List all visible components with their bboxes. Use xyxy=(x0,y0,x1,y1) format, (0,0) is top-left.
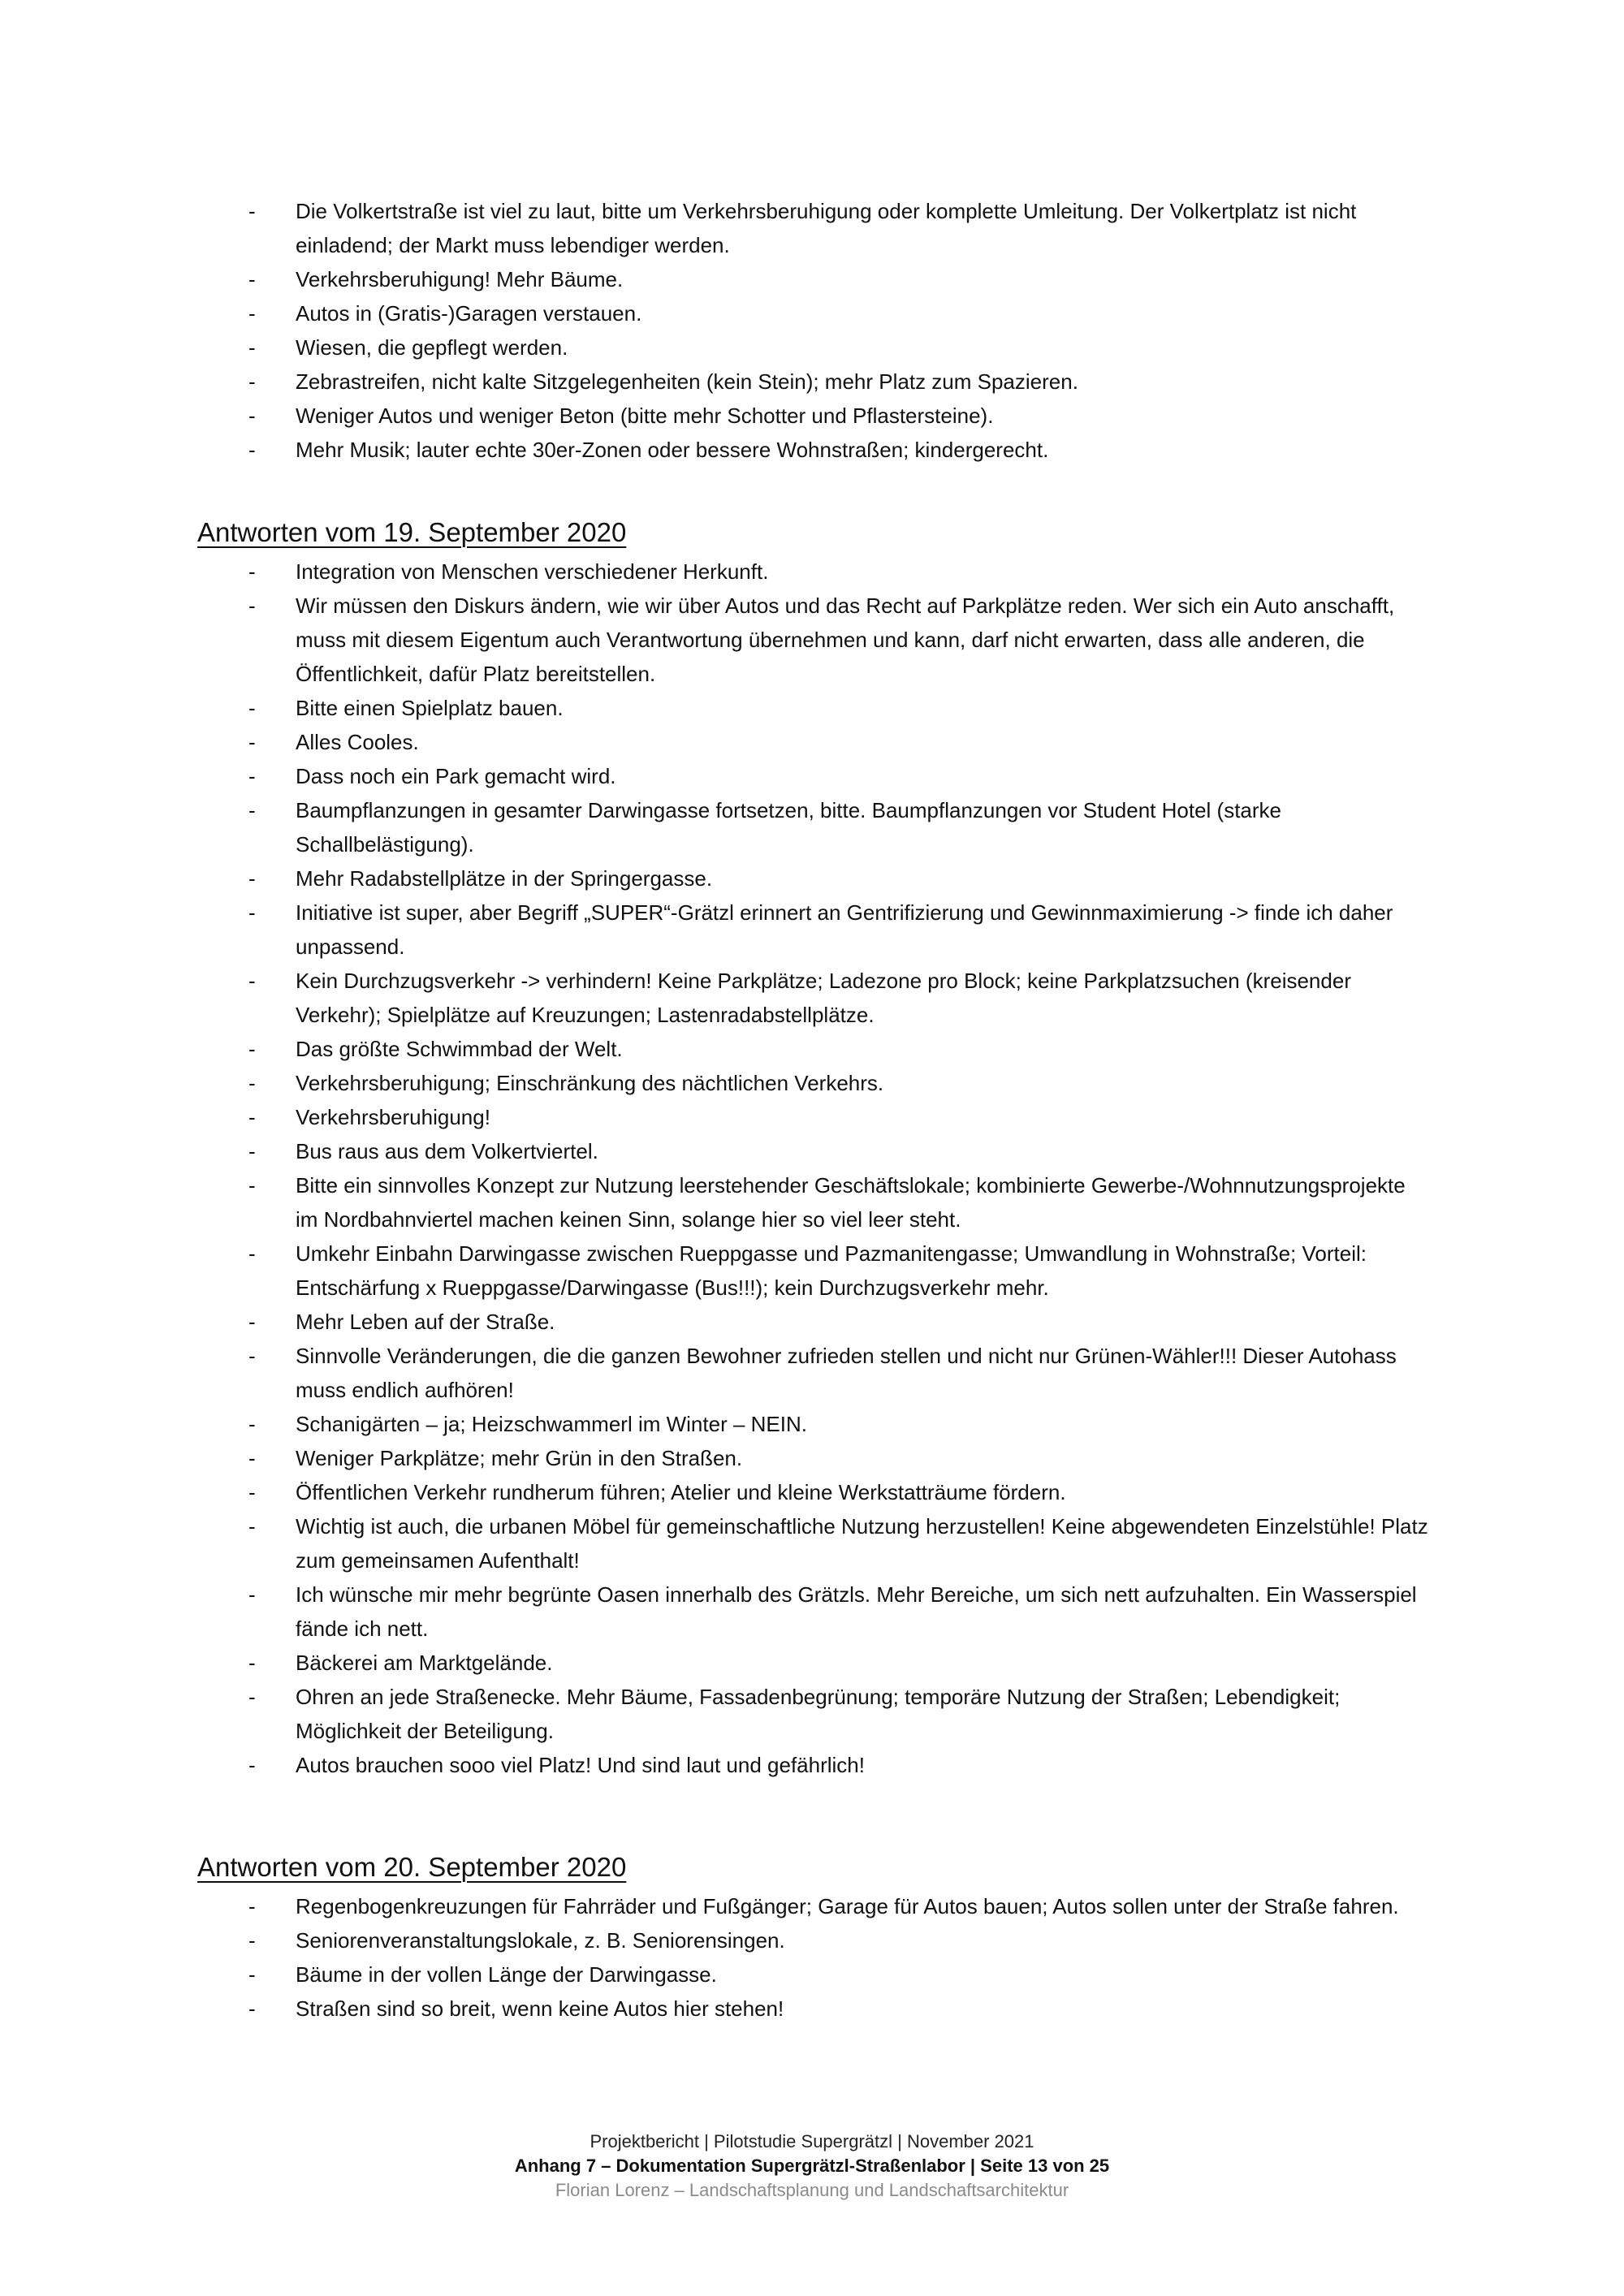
list-item-text: Zebrastreifen, nicht kalte Sitzgelegenheiten (kein Stein); mehr Platz zum Spazieren. xyxy=(296,369,1078,394)
list-item-text: Mehr Radabstellplätze in der Springergasse. xyxy=(296,866,713,891)
list-item xyxy=(0,1134,1624,1168)
list-item xyxy=(0,1100,1624,1134)
bullet-dash: - xyxy=(248,1105,256,1129)
list-item xyxy=(0,1339,1624,1407)
list-item xyxy=(0,1748,1624,1782)
list-item xyxy=(0,1509,1624,1577)
list-item-text: Öffentlichen Verkehr rundherum führen; Atelier und kleine Werkstatträume fördern. xyxy=(296,1480,1066,1504)
bullet-dash: - xyxy=(248,764,256,788)
bullet-dash: - xyxy=(248,1962,256,1987)
list-item xyxy=(0,194,1624,262)
list-item-text: Die Volkertstraße ist viel zu laut, bitte um Verkehrsberuhigung oder komplette Umleitung. Der Volkertplatz ist nicht einladend; der Markt muss lebendiger werden. xyxy=(296,199,1357,257)
intro-list xyxy=(0,194,1624,467)
list-item xyxy=(0,1992,1624,2026)
list-item-text: Weniger Autos und weniger Beton (bitte mehr Schotter und Pflastersteine). xyxy=(296,404,994,428)
footer-project-line: Projektbericht | Pilotstudie Supergrätzl | November 2021 xyxy=(590,2131,1034,2151)
list-item xyxy=(0,433,1624,467)
list-item xyxy=(0,296,1624,330)
list-item-text: Das größte Schwimmbad der Welt. xyxy=(296,1037,623,1061)
bullet-dash: - xyxy=(248,969,256,993)
list-item-text: Wiesen, die gepflegt werden. xyxy=(296,335,568,360)
list-item-text: Sinnvolle Veränderungen, die die ganzen Bewohner zufrieden stellen und nicht nur Grünen-Wähler!!! Dieser Autohass muss endlich aufhören! xyxy=(296,1344,1397,1402)
list-item-text: Wichtig ist auch, die urbanen Möbel für gemeinschaftliche Nutzung herzustellen! Keine abgewendeten Einzelstühle! Platz zum gemeinsamen Aufenthalt! xyxy=(296,1514,1428,1573)
bullet-dash: - xyxy=(248,1928,256,1953)
bullet-dash: - xyxy=(248,1894,256,1918)
bullet-dash: - xyxy=(248,1753,256,1777)
list-item-text: Bitte einen Spielplatz bauen. xyxy=(296,696,564,720)
bullet-dash: - xyxy=(248,559,256,584)
list-item-text: Straßen sind so breit, wenn keine Autos hier stehen! xyxy=(296,1996,784,2021)
list-item xyxy=(0,896,1624,964)
bullet-dash: - xyxy=(248,900,256,925)
bullet-dash: - xyxy=(248,199,256,223)
list-item xyxy=(0,1407,1624,1441)
bullet-dash: - xyxy=(248,369,256,394)
list-item-text: Autos brauchen sooo viel Platz! Und sind laut und gefährlich! xyxy=(296,1753,865,1777)
bullet-dash: - xyxy=(248,1582,256,1607)
list-item xyxy=(0,589,1624,691)
list-item-text: Weniger Parkplätze; mehr Grün in den Straßen. xyxy=(296,1446,743,1470)
list-item xyxy=(0,399,1624,433)
list-item xyxy=(0,1305,1624,1339)
list-item xyxy=(0,1475,1624,1509)
list-item-text: Bitte ein sinnvolles Konzept zur Nutzung leerstehender Geschäftslokale; kombinierte Gewerbe-/Wohnnutzungsprojekte im Nordbahnviertel machen keinen Sinn, solange hier so viel leer steht. xyxy=(296,1173,1406,1232)
bullet-dash: - xyxy=(248,1344,256,1368)
list-item-text: Mehr Musik; lauter echte 30er-Zonen oder bessere Wohnstraßen; kindergerecht. xyxy=(296,438,1049,462)
bullet-dash: - xyxy=(248,1651,256,1675)
list-item xyxy=(0,793,1624,861)
footer-author-line: Florian Lorenz – Landschaftsplanung und Landschaftsarchitektur xyxy=(555,2180,1069,2200)
bullet-dash: - xyxy=(248,1310,256,1334)
list-item-text: Regenbogenkreuzungen für Fahrräder und Fußgänger; Garage für Autos bauen; Autos sollen unter der Straße fahren. xyxy=(296,1894,1399,1918)
list-item-text: Verkehrsberuhigung; Einschränkung des nächtlichen Verkehrs. xyxy=(296,1071,884,1095)
list-item xyxy=(0,964,1624,1032)
list-item-text: Seniorenveranstaltungslokale, z. B. Seniorensingen. xyxy=(296,1928,785,1953)
list-item xyxy=(0,262,1624,296)
list-item xyxy=(0,1236,1624,1305)
bullet-dash: - xyxy=(248,593,256,618)
list-item xyxy=(0,555,1624,589)
list-item-text: Bus raus aus dem Volkertviertel. xyxy=(296,1139,598,1163)
list-item-text: Alles Cooles. xyxy=(296,730,419,754)
list-item xyxy=(0,1680,1624,1748)
bullet-dash: - xyxy=(248,438,256,462)
list-item-text: Ohren an jede Straßenecke. Mehr Bäume, Fassadenbegrünung; temporäre Nutzung der Straßen; Lebendigkeit; Möglichkeit der Beteiligung. xyxy=(296,1685,1341,1743)
list-item-text: Autos in (Gratis-)Garagen verstauen. xyxy=(296,301,642,326)
list-item-text: Dass noch ein Park gemacht wird. xyxy=(296,764,616,788)
list-item-text: Kein Durchzugsverkehr -> verhindern! Keine Parkplätze; Ladezone pro Block; keine Parkplatzsuchen (kreisender Verkehr); Spielplätze auf Kreuzungen; Lastenradabstellplätze. xyxy=(296,969,1351,1027)
list-item xyxy=(0,1168,1624,1236)
list-item-text: Bäckerei am Marktgelände. xyxy=(296,1651,553,1675)
list-item xyxy=(0,1646,1624,1680)
list-item xyxy=(0,691,1624,725)
list-item xyxy=(0,1066,1624,1100)
bullet-dash: - xyxy=(248,1480,256,1504)
bullet-dash: - xyxy=(248,730,256,754)
bullet-dash: - xyxy=(248,1037,256,1061)
bullet-dash: - xyxy=(248,1241,256,1266)
bullet-dash: - xyxy=(248,335,256,360)
list-item-text: Ich wünsche mir mehr begrünte Oasen innerhalb des Grätzls. Mehr Bereiche, um sich nett aufzuhalten. Ein Wasserspiel fände ich nett. xyxy=(296,1582,1417,1641)
bullet-dash: - xyxy=(248,1446,256,1470)
bullet-dash: - xyxy=(248,267,256,291)
list-item xyxy=(0,330,1624,365)
list-item-text: Mehr Leben auf der Straße. xyxy=(296,1310,555,1334)
list-item xyxy=(0,1441,1624,1475)
list-item-text: Umkehr Einbahn Darwingasse zwischen Rueppgasse und Pazmanitengasse; Umwandlung in Wohnstraße; Vorteil: Entschärfung x Rueppgasse/Darwingasse (Bus!!!); kein Durchzugsverkehr mehr. xyxy=(296,1241,1367,1300)
list-item-text: Schanigärten – ja; Heizschwammerl im Winter – NEIN. xyxy=(296,1412,807,1436)
section-title-sept-20: Antworten vom 20. September 2020 xyxy=(197,1852,627,1882)
list-item xyxy=(0,725,1624,759)
list-item xyxy=(0,759,1624,793)
list-item-text: Bäume in der vollen Länge der Darwingasse. xyxy=(296,1962,717,1987)
list-item xyxy=(0,365,1624,399)
bullet-dash: - xyxy=(248,301,256,326)
bullet-dash: - xyxy=(248,1412,256,1436)
bullet-dash: - xyxy=(248,1685,256,1709)
bullet-dash: - xyxy=(248,696,256,720)
list-item-text: Baumpflanzungen in gesamter Darwingasse fortsetzen, bitte. Baumpflanzungen vor Student Hotel (starke Schallbelästigung). xyxy=(296,798,1282,857)
list-item xyxy=(0,1923,1624,1957)
bullet-dash: - xyxy=(248,798,256,822)
list-item-text: Wir müssen den Diskurs ändern, wie wir über Autos und das Recht auf Parkplätze reden. Wer sich ein Auto anschafft, muss mit diesem Eigentum auch Verantwortung übernehmen und kann, darf nicht erwarten, dass alle anderen, die Öffentlichkeit, dafür Platz bereitstellen. xyxy=(296,593,1395,686)
list-item xyxy=(0,1032,1624,1066)
footer-appendix-line: Anhang 7 – Dokumentation Supergrätzl-Straßenlabor | Seite 13 von 25 xyxy=(514,2156,1110,2176)
list-item xyxy=(0,1957,1624,1992)
bullet-dash: - xyxy=(248,1139,256,1163)
sept-20-list xyxy=(0,1889,1624,2026)
bullet-dash: - xyxy=(248,404,256,428)
bullet-dash: - xyxy=(248,1173,256,1198)
list-item xyxy=(0,1889,1624,1923)
bullet-dash: - xyxy=(248,1071,256,1095)
list-item-text: Verkehrsberuhigung! Mehr Bäume. xyxy=(296,267,624,291)
section-title-sept-19: Antworten vom 19. September 2020 xyxy=(197,517,627,547)
sept-19-list xyxy=(0,555,1624,1782)
list-item-text: Integration von Menschen verschiedener Herkunft. xyxy=(296,559,769,584)
bullet-dash: - xyxy=(248,1514,256,1539)
list-item xyxy=(0,1577,1624,1646)
list-item xyxy=(0,861,1624,896)
list-item-text: Verkehrsberuhigung! xyxy=(296,1105,490,1129)
bullet-dash: - xyxy=(248,1996,256,2021)
bullet-dash: - xyxy=(248,866,256,891)
list-item-text: Initiative ist super, aber Begriff „SUPER“-Grätzl erinnert an Gentrifizierung und Gewinnmaximierung -> finde ich daher unpassend. xyxy=(296,900,1393,959)
